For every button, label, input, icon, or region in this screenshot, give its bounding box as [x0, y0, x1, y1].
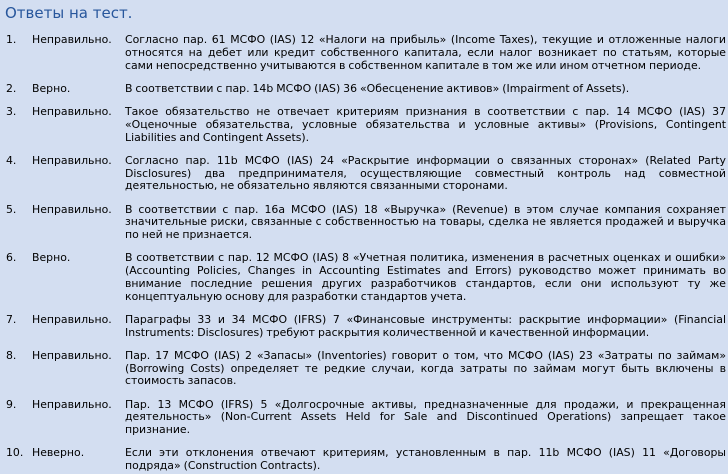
answer-explanation: Согласно пар. 11b МСФО (IAS) 24 «Раскрытие информации о связанных сторонах» (Related Party Disclosures) два предпринимателя, осуществляющие совместный контроль над совместной деятельностью, не обязательно являются связанными сторонами.: [125, 153, 726, 193]
answer-verdict: Верно.: [32, 251, 71, 265]
answer-verdict: Неправильно.: [32, 202, 112, 216]
answer-verdict: Неправильно.: [32, 348, 112, 362]
answer-row: [3, 314, 728, 340]
answer-row: [3, 83, 728, 96]
answer-explanation: В соответствии с пар. 16a МСФО (IAS) 18 «Выручка» (Revenue) в этом случае компания сохраняет значительные риски, связанные с собственностью на товары, сделка не является продажей и выручка по ней не признается.: [125, 202, 726, 242]
answer-explanation: Согласно пар. 61 МСФО (IAS) 12 «Налоги на прибыль» (Income Taxes), текущие и отложенные налоги относятся на дебет или кредит собственного капитала, если налог возникает по статьям, которые сами непосредственно учитываются в собственном капитале в том же или ином отчетном периоде.: [125, 33, 726, 72]
answer-verdict: Неправильно.: [32, 153, 112, 167]
answer-number: 9.: [6, 397, 17, 411]
answer-explanation: Пар. 17 МСФО (IAS) 2 «Запасы» (Inventories) говорит о том, что МСФО (IAS) 23 «Затраты по займам» (Borrowing Costs) определяет те редкие случаи, когда затраты по займам могут быть включены в стоимость запасов.: [125, 348, 726, 388]
answer-number: 8.: [6, 348, 17, 362]
answer-number: 4.: [6, 153, 17, 167]
answer-verdict: Верно.: [32, 81, 71, 95]
answer-number: 5.: [6, 202, 17, 216]
answer-row: [3, 204, 728, 242]
answers-list: [3, 34, 728, 473]
answer-verdict: Неправильно.: [32, 33, 112, 46]
answer-explanation: Если эти отклонения отвечают критериям, установленным в пар. 11b МСФО (IAS) 11 «Договоры подряда» (Construction Contracts).: [125, 446, 726, 473]
answer-row: [3, 155, 728, 193]
answer-row: [3, 447, 728, 473]
answer-number: 3.: [6, 104, 17, 118]
answer-number: 2.: [6, 81, 17, 95]
answer-verdict: Неверно.: [32, 446, 85, 460]
answer-verdict: Неправильно.: [32, 397, 112, 411]
answer-verdict: Неправильно.: [32, 312, 112, 326]
answer-verdict: Неправильно.: [32, 104, 112, 118]
answer-explanation: В соответствии с пар. 14b МСФО (IAS) 36 «Обесценение активов» (Impairment of Assets).: [125, 81, 630, 95]
answer-number: 6.: [6, 251, 17, 265]
answer-number: 7.: [6, 312, 17, 326]
answer-row: [3, 34, 728, 72]
answer-number: 10.: [6, 446, 24, 460]
answer-row: [3, 106, 728, 144]
answer-row: [3, 350, 728, 388]
answer-explanation: Параграфы 33 и 34 МСФО (IFRS) 7 «Финансовые инструменты: раскрытие информации» (Financial Instruments: Disclosures) требуют раскрытия количественной и качественной информации.: [125, 312, 726, 339]
answer-row: [3, 252, 728, 303]
answer-number: 1.: [6, 33, 17, 46]
page-title: Ответы на тест.: [5, 4, 133, 22]
answer-explanation: Такое обязательство не отвечает критериям признания в соответствии с пар. 14 МСФО (IAS) 37 «Оценочные обязательства, условные обязательства и условные активы» (Provisions, Contingent Liabilities and Contingent Assets).: [125, 104, 726, 144]
answer-explanation: В соответствии с пар. 12 МСФО (IAS) 8 «Учетная политика, изменения в расчетных оценках и ошибки» (Accounting Policies, Changes in Accounting Estimates and Errors) руководство может принимать во внимание последние решения других разработчиков стандартов, если они используют ту же концептуальную основу для разработки стандартов учета.: [125, 251, 726, 303]
answer-row: [3, 399, 728, 437]
answer-explanation: Пар. 13 МСФО (IFRS) 5 «Долгосрочные активы, предназначенные для продажи, и прекращенная деятельность» (Non-Current Assets Held for Sale and Discontinued Operations) запрещает такое признание.: [125, 397, 726, 437]
